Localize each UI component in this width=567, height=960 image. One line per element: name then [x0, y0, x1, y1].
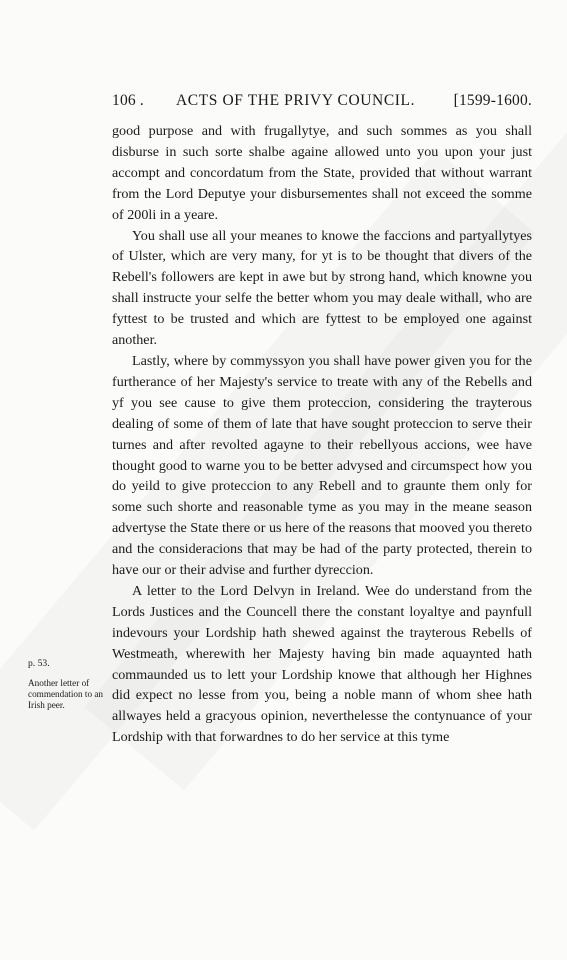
margin-note: Another letter of commendation to an Irish peer. — [28, 678, 104, 710]
paragraph-1: good purpose and with frugallytye, and such sommes as you shall disburse in such sorte shalbe againe allowed unto you upon your just accompt and concordatum from the State, provided that without warrant from the Lord Deputye your disbursementes shall not exceed the somme of 200li in a yeare. — [112, 123, 532, 223]
running-header — [112, 92, 532, 114]
page-number: 106 . — [112, 92, 144, 109]
year-range: [1599-1600. — [453, 92, 532, 109]
paragraph-3: Lastly, where by commyssyon you shall have power given you for the furtherance of her Majesty's service to treate with any of the Rebells and yf you see cause to give them proteccion, considering the trayterous dealing of some of them of late that have sought proteccion to serve their turnes and after revolted agayne to their rebellyous accions, wee have thought good to warne you to be better advysed and circumspect how you do yeild to give proteccion to any Rebell and to graunte them only for some such shorte and reasonable tyme as you may in the meane season advertyse the State there or us here of the reasons that mooved you thereto and the consideracions that may be had of the party protected, therein to have our or their advise and further dyreccion. — [112, 352, 532, 579]
body-text — [112, 121, 532, 748]
paragraph-4: A letter to the Lord Delvyn in Ireland. Wee do understand from the Lords Justices and the Councell there the constant loyaltye and paynfull indevours your Lordship hath shewed against the trayterous Rebells of Westmeath, wherewith her Majesty having bin made aquaynted hath commaunded us to lett your Lordship knowe that although her Highnes did expect no lesse from you, being a noble mann of whom shee hath allwayes held a gracyous opinion, neverthelesse the contynuance of your Lordship with that forwardnes to do her service at this tyme — [112, 582, 532, 746]
paragraph-2: You shall use all your meanes to knowe the faccions and partyallytyes of Ulster, which are very many, for yt is to be thought that divers of the Rebell's followers are kept in awe but by strong hand, which knowne you shall instructe your selfe the better whom you may deale withall, who are fyttest to be trusted and which are fyttest to be employed one against another. — [112, 227, 532, 349]
margin-page-ref: p. 53. — [28, 658, 50, 669]
margin-notes — [28, 658, 108, 711]
running-title: ACTS OF THE PRIVY COUNCIL. — [176, 92, 416, 109]
